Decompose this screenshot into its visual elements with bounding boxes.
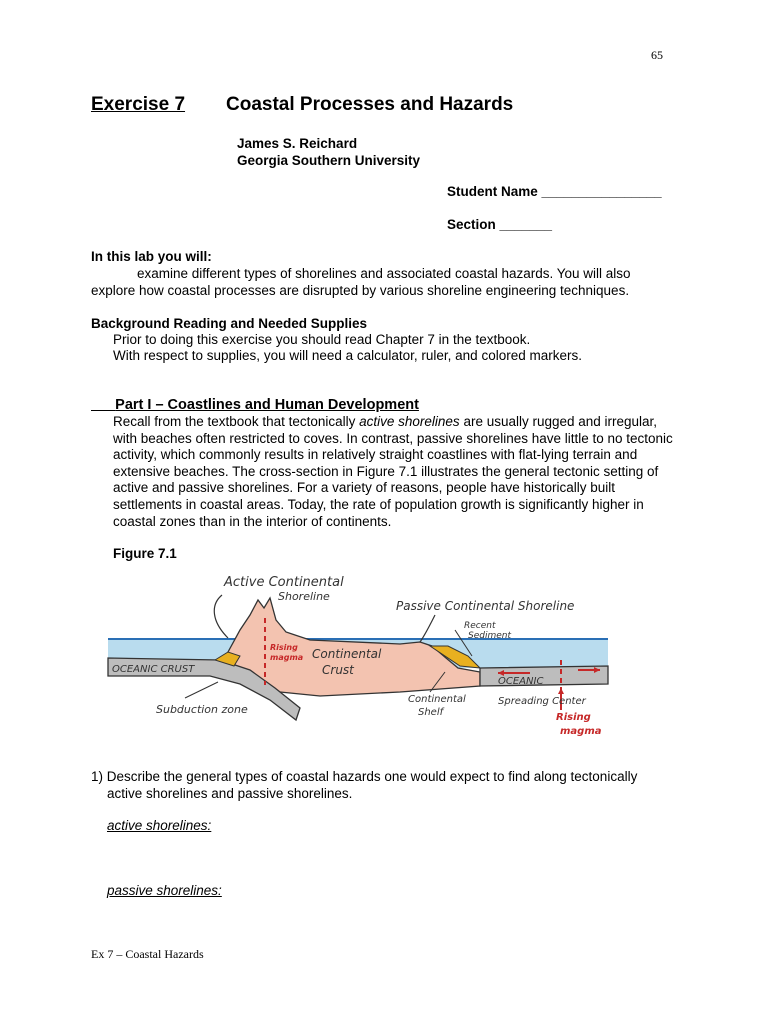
label-rising-right-2: magma xyxy=(560,726,602,737)
institution-name: Georgia Southern University xyxy=(237,153,421,168)
label-subduction: Subduction zone xyxy=(156,703,248,716)
paragraph-line: activity, which commonly results in relatively straight coastlines with flat-lying terrain and xyxy=(113,447,638,463)
background-text-line-1: Prior to doing this exercise you should read Chapter 7 in the textbook. xyxy=(113,332,531,347)
pointer-line xyxy=(185,682,218,698)
label-shelf-2: Shelf xyxy=(418,707,444,718)
lab-heading: In this lab you will: xyxy=(91,249,212,264)
paragraph-line: active and passive shorelines. For a variety of reasons, people have historically built xyxy=(113,480,616,496)
label-oceanic-right: OCEANIC xyxy=(498,676,544,687)
label-recent-2: Sediment xyxy=(468,631,512,641)
background-text-line-2: With respect to supplies, you will need a calculator, ruler, and colored markers. xyxy=(113,348,582,363)
author-block xyxy=(237,135,420,169)
answer-passive-shorelines: passive shorelines: xyxy=(107,883,222,898)
pointer-line xyxy=(214,595,228,638)
answer-active-shorelines: active shorelines: xyxy=(107,818,212,833)
paragraph-line: settlements in coastal areas. Today, the rate of population growth is significantly higher in xyxy=(113,496,644,512)
paragraph-line-1: Recall from the textbook that tectonically active shorelines are usually rugged and irregular, xyxy=(113,414,658,429)
paragraph-line: coastal zones than in the interior of continents. xyxy=(113,513,392,529)
figure-label: Figure 7.1 xyxy=(113,546,177,561)
lab-text-line-2: explore how coastal processes are disrupted by various shoreline engineering techniques. xyxy=(91,283,630,298)
paragraph-line: extensive beaches. The cross-section in Figure 7.1 illustrates the general tectonic setting of xyxy=(113,463,659,479)
page-title: Coastal Processes and Hazards xyxy=(226,94,514,115)
arrow-head-icon xyxy=(558,688,564,694)
author-name: James S. Reichard xyxy=(237,136,358,151)
part-paragraph xyxy=(113,414,673,530)
section-field: Section _______ xyxy=(447,217,553,232)
active-shorelines-term: active shorelines xyxy=(359,414,460,429)
coastal-cross-section-figure xyxy=(100,560,610,755)
label-oceanic-left: OCEANIC CRUST xyxy=(112,664,195,675)
label-passive: Passive Continental Shoreline xyxy=(396,599,575,613)
question-1 xyxy=(91,769,637,802)
label-rising-left-2: magma xyxy=(270,653,304,662)
question-1-line-1: 1) Describe the general types of coastal hazards one would expect to find along tectonically xyxy=(91,769,638,784)
page-footer: Ex 7 – Coastal Hazards xyxy=(91,947,204,961)
label-shelf-1: Continental xyxy=(408,694,466,705)
page-number: 65 xyxy=(651,48,663,62)
pointer-line xyxy=(420,615,435,642)
label-rising-left-1: Rising xyxy=(270,643,298,652)
background-heading: Background Reading and Needed Supplies xyxy=(91,316,368,331)
label-spreading: Spreading Center xyxy=(498,696,586,707)
label-rising-right-1: Rising xyxy=(556,712,591,723)
label-crust-1: Continental xyxy=(312,647,382,661)
label-crust-2: Crust xyxy=(322,663,354,677)
label-recent-1: Recent xyxy=(464,621,496,631)
lab-text-line-1: examine different types of shorelines and associated coastal hazards. You will also xyxy=(137,266,631,281)
label-active-1: Active Continental xyxy=(224,575,344,590)
question-1-line-2: active shorelines and passive shorelines. xyxy=(107,785,353,801)
part-heading xyxy=(91,397,419,413)
part-heading-text: Part I – Coastlines and Human Development xyxy=(115,397,419,413)
paragraph-line: with beaches often restricted to coves. In contrast, passive shorelines have little to no tectonic xyxy=(113,430,673,446)
exercise-label: Exercise 7 xyxy=(91,94,186,115)
label-active-2: Shoreline xyxy=(278,590,330,603)
student-name-field: Student Name ________________ xyxy=(447,184,662,199)
